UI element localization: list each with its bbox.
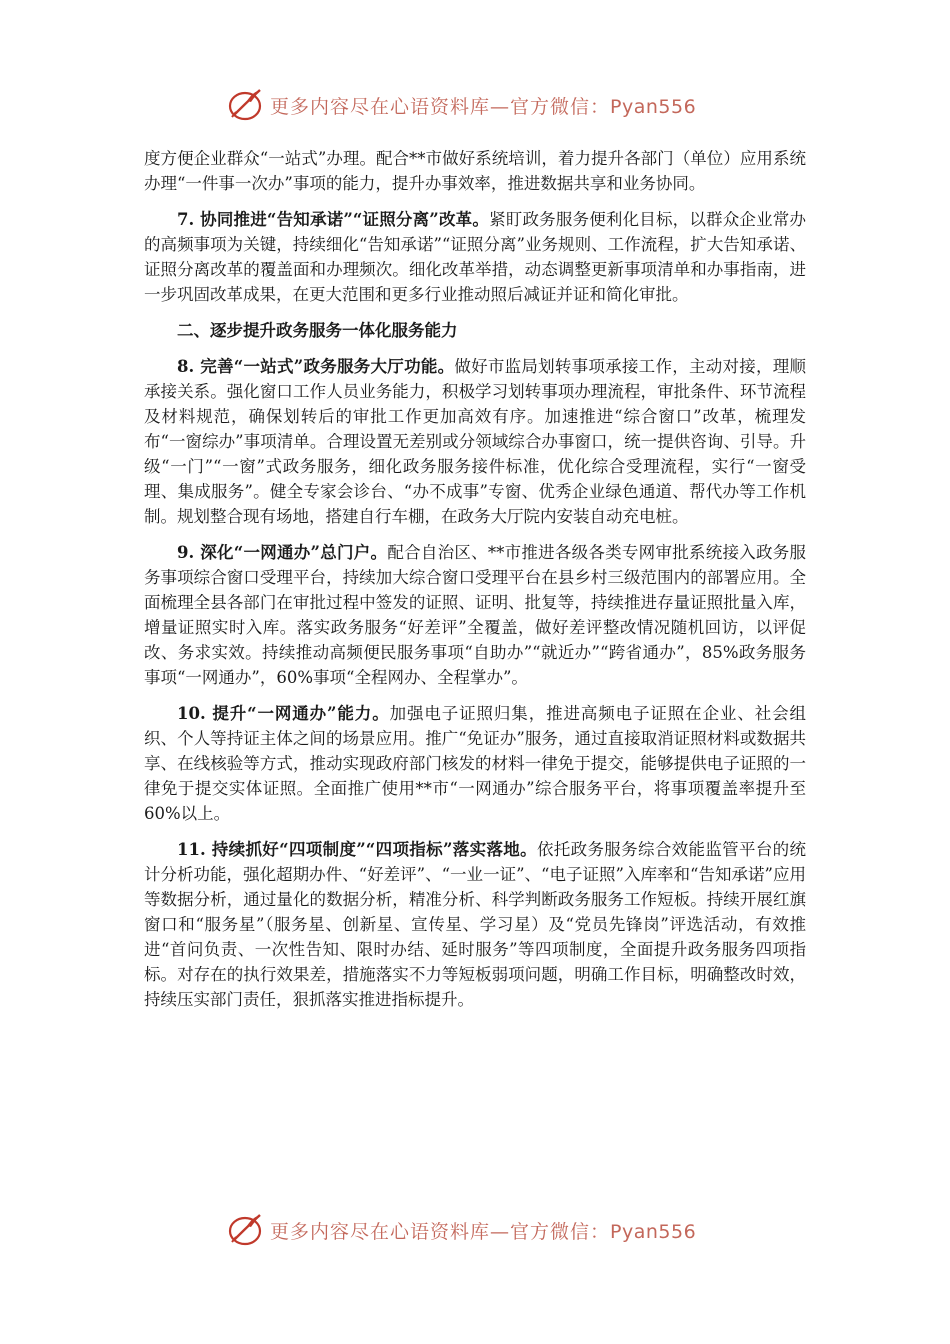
- quill-pen-logo-icon: [226, 85, 266, 125]
- paragraph-item-8: 8. 完善“一站式”政务服务大厅功能。做好市监局划转事项承接工作，主动对接，理顺承接关系。强化窗口工作人员业务能力，积极学习划转事项办理流程，审批条件、环节流程及材料规范，确保划转后的审批工作更加高效有序。加速推进“综合窗口”改革，梳理发布“一窗综办”事项清单。合理设置无差别或分领域综合办事窗口，统一提供咨询、引导。升级“一门”“一窗”式政务服务，细化政务服务接件标准，优化综合受理流程，实行“一窗受理、集成服务”。健全专家会诊台、“办不成事”专窗、优秀企业绿色通道、帮代办等工作机制。规划整合现有场地，搭建自行车棚，在政务大厅院内安装自动充电桩。: [144, 357, 807, 526]
- paragraph-continuation: 度方便企业群众“一站式”办理。配合**市做好系统培训，着力提升各部门（单位）应用系统办理“一件事一次办”事项的能力，提升办事效率，推进数据共享和业务协同。: [144, 149, 806, 193]
- paragraph-item-11: 11. 持续抓好“四项制度”“四项指标”落实落地。依托政务服务综合效能监管平台的统计分析功能，强化超期办件、“好差评”、“一业一证”、“电子证照”入库率和“告知承诺”应用等数据分析，通过量化的数据分析，精准分析、科学判断政务服务工作短板。持续开展红旗窗口和“服务星”（服务星、创新星、宣传星、学习星）及“党员先锋岗”评选活动，有效推进“首问负责、一次性告知、限时办结、延时服务”等四项制度，全面提升政务服务四项指标。对存在的执行效果差，措施落实不力等短板弱项问题，明确工作目标，明确整改时效，持续压实部门责任，狠抓落实推进指标提升。: [144, 840, 807, 1009]
- item-11-title: 11. 持续抓好“四项制度”“四项指标”落实落地。: [177, 840, 537, 859]
- item-7-title: 7. 协同推进“告知承诺”“证照分离”改革。: [177, 210, 490, 229]
- header-banner: [0, 83, 950, 127]
- banner-text: 更多内容尽在心语资料库—官方微信：Pyan556: [270, 96, 697, 118]
- section-heading-2: 二、逐步提升政务服务一体化服务能力: [177, 321, 458, 340]
- footer-banner: [0, 1208, 950, 1252]
- item-10-title: 10. 提升“一网通办”能力。: [177, 704, 390, 723]
- paragraph-item-10: 10. 提升“一网通办”能力。加强电子证照归集，推进高频电子证照在企业、社会组织、个人等持证主体之间的场景应用。推广“免证办”服务，通过直接取消证照材料或数据共享、在线核验等方式，推动实现政府部门核发的材料一律免于提交，能够提供电子证照的一律免于提交实体证照。全面推广使用**市“一网通办”综合服务平台，将事项覆盖率提升至60%以上。: [144, 704, 807, 823]
- item-9-title: 9. 深化“一网通办”总门户。: [177, 543, 388, 562]
- paragraph-item-7: 7. 协同推进“告知承诺”“证照分离”改革。紧盯政务服务便利化目标，以群众企业常办的高频事项为关键，持续细化“告知承诺”“证照分离”业务规则、工作流程，扩大告知承诺、证照分离改革的覆盖面和办理频次。细化改革举措，动态调整更新事项清单和办事指南，进一步巩固改革成果，在更大范围和更多行业推动照后减证并证和简化审批。: [144, 210, 806, 304]
- quill-pen-logo-icon: [226, 1210, 266, 1250]
- banner-text: 更多内容尽在心语资料库—官方微信：Pyan556: [270, 1221, 697, 1243]
- paragraph-item-9: 9. 深化“一网通办”总门户。配合自治区、**市推进各级各类专网审批系统接入政务服务事项综合窗口受理平台，持续加大综合窗口受理平台在县乡村三级范围内的部署应用。全面梳理全县各部门在审批过程中签发的证照、证明、批复等，持续推进存量证照批量入库，增量证照实时入库。落实政务服务“好差评”全覆盖，做好差评整改情况随机回访，以评促改、务求实效。持续推动高频便民服务事项“自助办”“就近办”“跨省通办”，85%政务服务事项“一网通办”，60%事项“全程网办、全程掌办”。: [144, 543, 807, 687]
- item-8-title: 8. 完善“一站式”政务服务大厅功能。: [177, 357, 455, 376]
- document-body: [144, 146, 806, 1012]
